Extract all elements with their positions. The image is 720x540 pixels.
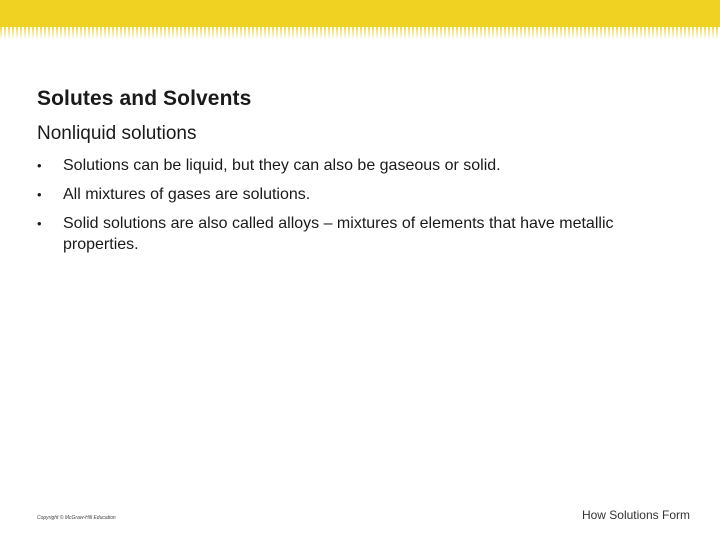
bullet-text: Solutions can be liquid, but they can also be gaseous or solid.	[63, 157, 501, 174]
bullet-marker: •	[37, 158, 42, 173]
bullet-text: Solid solutions are also called alloys – mixtures of elements that have metallic properties.	[63, 215, 614, 253]
bullet-item	[37, 155, 657, 176]
bullet-item	[37, 184, 657, 205]
bullet-text: All mixtures of gases are solutions.	[63, 186, 311, 203]
top-accent-band-fade	[0, 27, 720, 39]
bullet-marker: •	[37, 187, 42, 202]
top-accent-band	[0, 0, 720, 27]
slide-title: Solutes and Solvents	[37, 87, 252, 110]
bullet-list	[37, 155, 657, 263]
slide-subtitle: Nonliquid solutions	[37, 123, 197, 144]
bullet-marker: •	[37, 216, 42, 231]
copyright-notice: Copyright © McGraw-Hill Education	[37, 515, 116, 521]
bullet-item	[37, 213, 657, 255]
section-footer: How Solutions Form	[581, 508, 690, 522]
